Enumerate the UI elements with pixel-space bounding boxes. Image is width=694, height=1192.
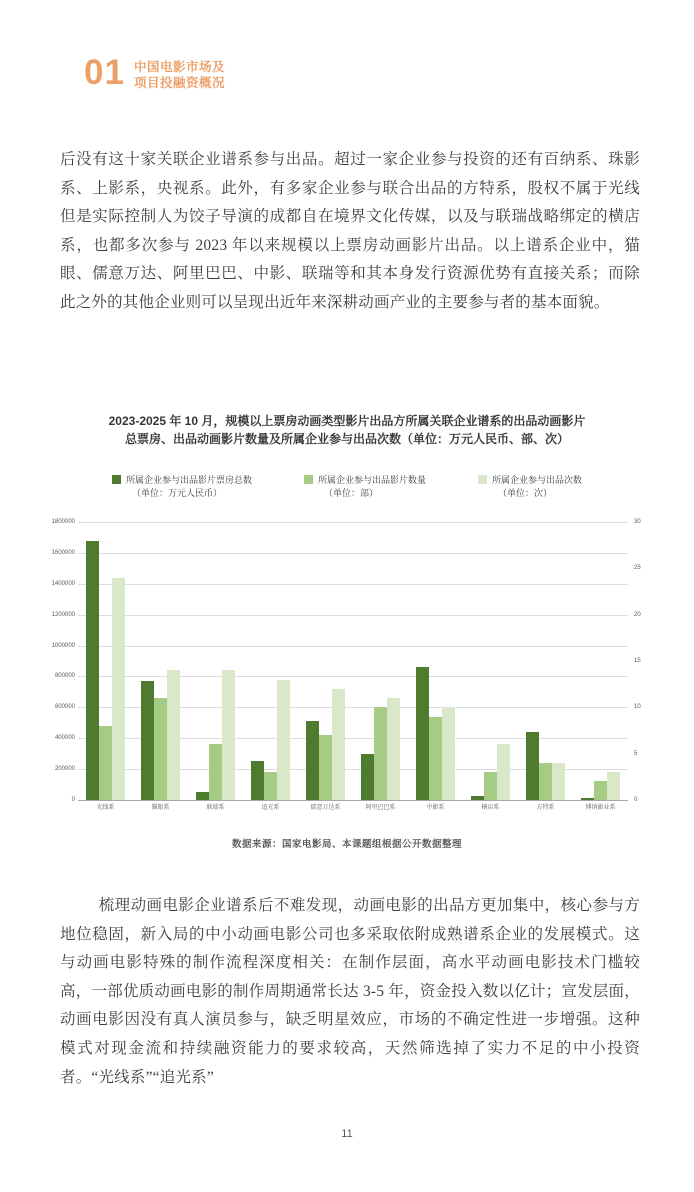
category-label: 光线系 bbox=[96, 805, 115, 811]
category-label: 横店系 bbox=[481, 805, 500, 811]
section-title-line2: 项目投融资概况 bbox=[133, 76, 225, 91]
bar bbox=[167, 670, 180, 800]
bar bbox=[429, 717, 442, 800]
left-axis-tick: 0 bbox=[71, 797, 75, 803]
right-axis-tick: 20 bbox=[634, 611, 641, 618]
bar bbox=[251, 761, 264, 800]
legend-unit: （单位：万元人民币） bbox=[131, 488, 222, 498]
left-axis-tick: 800000 bbox=[54, 673, 75, 680]
bar bbox=[442, 707, 455, 800]
legend-item-film-count bbox=[304, 474, 426, 500]
bar-group bbox=[463, 522, 518, 811]
legend-item-box-office bbox=[112, 474, 252, 500]
body-paragraph-2: 梳理动画电影企业谱系后不难发现，动画电影的出品方更加集中，核心参与方地位稳固，新入局的中小动画电影公司也多采取依附成熟谱系企业的发展模式。这与动画电影特殊的制作流程深度相关：在制作层面，高水平动画电影技术门槛较高，一部优质动画电影的制作周期通常长达 3-5 年，资金投入数以亿计；宣发层面，动画电影因没有真人演员参与，缺乏明星效应，市场的不确定性进一步增强。这种模式对现金流和持续融资能力的要求较高，天然筛选掉了实力不足的中小投资者。“光线系”“追光系” bbox=[60, 897, 640, 1086]
page-number: 11 bbox=[341, 1128, 353, 1140]
bar-group bbox=[78, 522, 133, 811]
category-label: 追光系 bbox=[261, 805, 280, 811]
bar bbox=[552, 763, 565, 800]
right-axis-tick: 0 bbox=[634, 797, 638, 803]
category-label: 博纳影业系 bbox=[585, 805, 616, 811]
left-axis-tick: 400000 bbox=[54, 735, 75, 742]
right-axis-tick: 10 bbox=[634, 704, 641, 711]
bar bbox=[196, 792, 209, 800]
bar bbox=[361, 754, 374, 800]
bar bbox=[277, 680, 290, 800]
category-label: 联瑞系 bbox=[206, 805, 225, 811]
bar bbox=[607, 772, 620, 800]
bar bbox=[581, 798, 594, 800]
left-axis-tick: 200000 bbox=[54, 766, 75, 773]
bar-group bbox=[243, 522, 298, 811]
bar-group bbox=[133, 522, 188, 811]
legend-label: 所属企业参与出品次数 bbox=[492, 475, 583, 485]
category-label: 方特系 bbox=[536, 805, 555, 811]
bar bbox=[539, 763, 552, 800]
right-axis-tick: 25 bbox=[634, 565, 641, 572]
legend-label: 所属企业参与出品影片票房总数 bbox=[125, 475, 252, 485]
right-axis-tick: 15 bbox=[634, 658, 641, 664]
bar bbox=[222, 670, 235, 800]
bar bbox=[141, 681, 154, 800]
bar bbox=[374, 707, 387, 800]
bar-group bbox=[353, 522, 408, 811]
bar-group bbox=[298, 522, 353, 811]
bar bbox=[471, 796, 484, 800]
category-label: 中影系 bbox=[426, 805, 445, 811]
chart-source-note: 数据来源：国家电影局、本课题组根据公开数据整理 bbox=[231, 839, 462, 850]
bar bbox=[416, 667, 429, 800]
bar-group bbox=[573, 522, 628, 811]
bar bbox=[526, 732, 539, 800]
left-axis-tick: 600000 bbox=[54, 704, 75, 711]
grouped-bar-chart bbox=[50, 515, 650, 827]
legend-unit: （单位：部） bbox=[323, 488, 378, 498]
bar-group bbox=[188, 522, 243, 811]
left-axis-tick: 1800000 bbox=[51, 519, 75, 525]
body-paragraph-1: 后没有这十家关联企业谱系参与出品。超过一家企业参与投资的还有百纳系、珠影系、上影系，央视系。此外，有多家企业参与联合出品的方特系，股权不属于光线但是实际控制人为饺子导演的成都自在境界文化传媒，以及与联瑞战略绑定的横店系，也都多次参与 2023 年以来规模以上票房动画影片出品。以上谱系企业中，猫眼、儒意万达、阿里巴巴、中影、联瑞等和其本身发行资源优势有直接关系；而除此之外的其他企业则可以呈现出近年来深耕动画产业的主要参与者的基本面貌。 bbox=[60, 151, 640, 311]
right-axis-tick: 30 bbox=[634, 519, 641, 525]
bar bbox=[594, 781, 607, 800]
legend-swatch-dark-green bbox=[112, 475, 121, 484]
bar bbox=[484, 772, 497, 800]
legend-item-participation-count bbox=[478, 474, 582, 500]
chart-legend bbox=[47, 474, 647, 500]
bar bbox=[319, 735, 332, 800]
left-axis-tick: 1400000 bbox=[51, 580, 75, 587]
category-label: 猫眼系 bbox=[151, 805, 170, 811]
left-axis-tick: 1200000 bbox=[51, 611, 75, 618]
section-title-line1: 中国电影市场及 bbox=[133, 60, 225, 74]
bar bbox=[264, 772, 277, 800]
bar bbox=[497, 744, 510, 800]
legend-unit: （单位：次） bbox=[498, 488, 553, 498]
category-label: 阿里巴巴系 bbox=[365, 805, 396, 811]
chart-title bbox=[47, 412, 647, 448]
section-header bbox=[84, 53, 225, 92]
chart-plot bbox=[51, 519, 641, 811]
bar bbox=[112, 578, 125, 800]
bar bbox=[332, 689, 345, 800]
right-axis-tick: 5 bbox=[634, 750, 638, 757]
left-axis-tick: 1000000 bbox=[51, 642, 75, 649]
section-title bbox=[134, 56, 225, 92]
bar bbox=[306, 721, 319, 800]
bar bbox=[99, 726, 112, 800]
bar bbox=[209, 744, 222, 800]
chart-title-line1: 2023-2025 年 10 月，规模以上票房动画类型影片出品方所属关联企业谱系的出品动画影片 bbox=[108, 414, 586, 428]
bar bbox=[387, 698, 400, 800]
category-label: 儒意万达系 bbox=[310, 805, 341, 811]
bar-group bbox=[408, 522, 463, 811]
chart-title-line2: 总票房、出品动画影片数量及所属企业参与出品次数（单位：万元人民币、部、次） bbox=[124, 432, 569, 446]
legend-swatch-medium-green bbox=[304, 475, 313, 484]
bar-group bbox=[518, 522, 573, 811]
section-number: 01 bbox=[84, 53, 125, 92]
legend-swatch-light-green bbox=[478, 475, 487, 484]
legend-label: 所属企业参与出品影片数量 bbox=[317, 475, 426, 485]
bar bbox=[154, 698, 167, 800]
left-axis-tick: 1600000 bbox=[51, 549, 75, 556]
bar bbox=[86, 541, 99, 800]
